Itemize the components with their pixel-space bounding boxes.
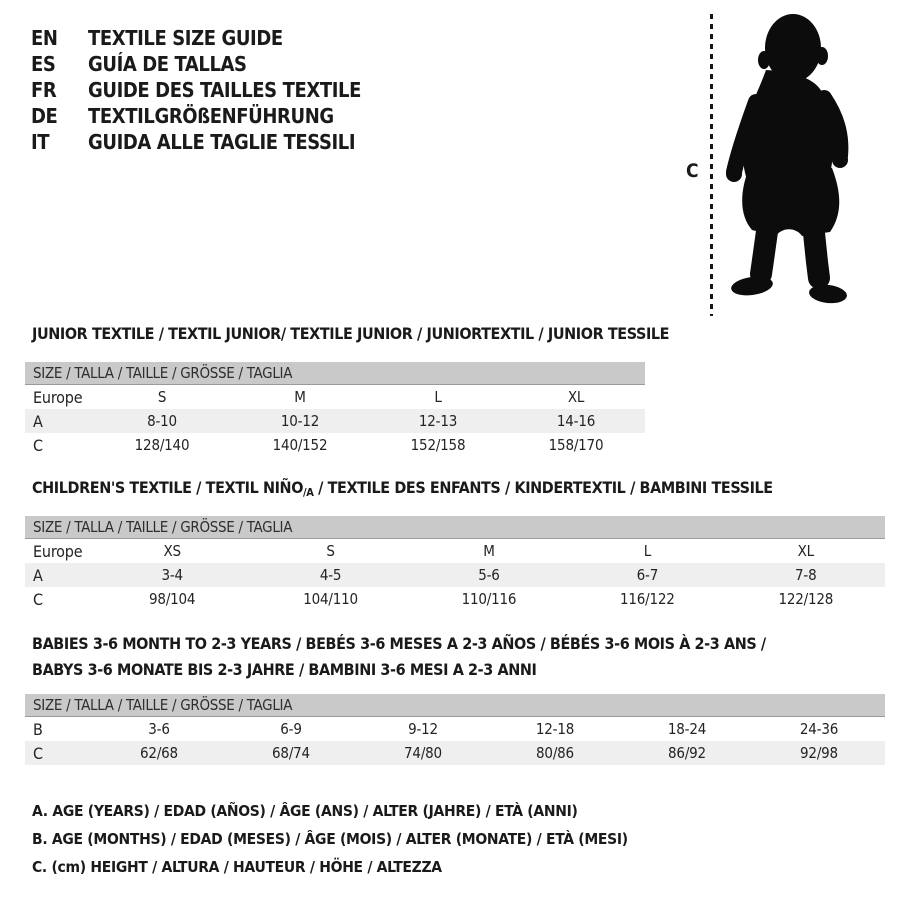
language-title: GUIDE DES TAILLES TEXTILE <box>88 78 361 102</box>
language-code: ES <box>31 52 56 76</box>
language-row <box>31 25 361 51</box>
value-cell: 9-12 <box>408 720 438 738</box>
value-cell: L <box>434 388 442 406</box>
value-cell: 158/170 <box>548 436 604 454</box>
children-title-suffix: / TEXTILE DES ENFANTS / KINDERTEXTIL / BAMBINI TESSILE <box>313 478 773 497</box>
value-cell: 80/86 <box>489 741 621 765</box>
junior-size-table <box>25 362 645 457</box>
value-cell: 92/98 <box>753 741 885 765</box>
value-cell: XL <box>567 388 585 406</box>
measurement-figure <box>678 8 884 320</box>
table-row <box>25 741 885 765</box>
size-header-band: SIZE / TALLA / TAILLE / GRÖSSE / TAGLIA <box>25 362 645 385</box>
row-label-cell: C <box>25 741 93 765</box>
value-cell: 3-4 <box>93 563 251 587</box>
table-row <box>25 563 885 587</box>
row-label-cell: Europe <box>33 387 83 407</box>
children-title-prefix: CHILDREN'S TEXTILE / TEXTIL NIÑO <box>32 478 304 497</box>
language-code: IT <box>31 130 50 154</box>
children-table-title <box>32 478 773 499</box>
language-row <box>31 51 361 77</box>
value-cell: 6-7 <box>568 563 726 587</box>
language-title: GUIDA ALLE TAGLIE TESSILI <box>88 130 356 154</box>
value-cell: 3-6 <box>148 720 170 738</box>
value-cell: XL <box>797 542 814 560</box>
value-cell: 74/80 <box>357 741 489 765</box>
value-cell: 4-5 <box>251 563 409 587</box>
table-row <box>25 385 645 409</box>
value-cell: 12-18 <box>535 720 575 738</box>
value-cell: 18-24 <box>667 720 707 738</box>
value-cell: 14-16 <box>507 409 645 433</box>
note-line-b: B. AGE (MONTHS) / EDAD (MESES) / ÂGE (MOIS) / ALTER (MONATE) / ETÀ (MESI) <box>32 830 628 848</box>
value-cell: 7-8 <box>727 563 885 587</box>
row-label-cell: A <box>25 409 93 433</box>
babies-table-title <box>32 631 766 683</box>
babies-title-line: BABYS 3-6 MONATE BIS 2-3 JAHRE / BAMBINI 3-6 MESI A 2-3 ANNI <box>32 660 537 679</box>
babies-title-line: BABIES 3-6 MONTH TO 2-3 YEARS / BEBÉS 3-6 MESES A 2-3 AÑOS / BÉBÉS 3-6 MOIS À 2-3 ANS / <box>32 634 766 653</box>
value-cell: L <box>643 542 652 560</box>
language-title: TEXTILGRÖßENFÜHRUNG <box>88 104 334 128</box>
value-cell: 128/140 <box>134 436 190 454</box>
table-row <box>25 539 885 563</box>
babies-size-table <box>25 694 885 765</box>
row-label-cell: C <box>33 589 43 609</box>
note-line-a: A. AGE (YEARS) / EDAD (AÑOS) / ÂGE (ANS) / ALTER (JAHRE) / ETÀ (ANNI) <box>32 802 578 820</box>
size-header-band: SIZE / TALLA / TAILLE / GRÖSSE / TAGLIA <box>25 694 885 717</box>
value-cell: S <box>157 388 167 406</box>
value-cell: M <box>483 542 495 560</box>
language-code: EN <box>31 26 58 50</box>
size-header-band: SIZE / TALLA / TAILLE / GRÖSSE / TAGLIA <box>25 516 885 539</box>
children-title-sub: /A <box>303 486 314 499</box>
note-line-c: C. (cm) HEIGHT / ALTURA / HAUTEUR / HÖHE / ALTEZZA <box>32 858 442 876</box>
value-cell: 24-36 <box>799 720 839 738</box>
value-cell: XS <box>163 542 181 560</box>
value-cell: 62/68 <box>93 741 225 765</box>
value-cell: 10-12 <box>231 409 369 433</box>
row-label-cell: C <box>33 435 43 455</box>
value-cell: 104/110 <box>303 590 358 608</box>
height-dotted-line <box>710 14 713 316</box>
table-row <box>25 409 645 433</box>
language-row <box>31 77 361 103</box>
value-cell: S <box>326 542 335 560</box>
height-measure-label: C <box>686 160 699 182</box>
legend-notes <box>32 797 628 881</box>
value-cell: 6-9 <box>280 720 302 738</box>
row-label-cell: Europe <box>33 541 83 561</box>
value-cell: 86/92 <box>621 741 753 765</box>
value-cell: 5-6 <box>410 563 568 587</box>
row-label-cell: B <box>33 719 43 739</box>
language-title: GUÍA DE TALLAS <box>88 52 247 76</box>
language-title: TEXTILE SIZE GUIDE <box>88 26 283 50</box>
language-row <box>31 129 361 155</box>
language-code: DE <box>31 104 58 128</box>
value-cell: 140/152 <box>272 436 328 454</box>
value-cell: M <box>294 388 306 406</box>
value-cell: 98/104 <box>149 590 196 608</box>
junior-table-title: JUNIOR TEXTILE / TEXTIL JUNIOR/ TEXTILE JUNIOR / JUNIORTEXTIL / JUNIOR TESSILE <box>32 324 670 343</box>
row-label-cell: A <box>25 563 93 587</box>
value-cell: 8-10 <box>93 409 231 433</box>
value-cell: 116/122 <box>620 590 675 608</box>
language-code: FR <box>31 78 57 102</box>
children-size-table <box>25 516 885 611</box>
value-cell: 122/128 <box>778 590 834 608</box>
value-cell: 152/158 <box>410 436 466 454</box>
table-row <box>25 433 645 457</box>
language-title-block <box>31 25 361 155</box>
table-row <box>25 587 885 611</box>
value-cell: 110/116 <box>461 590 517 608</box>
value-cell: 12-13 <box>369 409 507 433</box>
value-cell: 68/74 <box>225 741 357 765</box>
language-row <box>31 103 361 129</box>
baby-silhouette-image <box>724 10 864 306</box>
table-row <box>25 717 885 741</box>
